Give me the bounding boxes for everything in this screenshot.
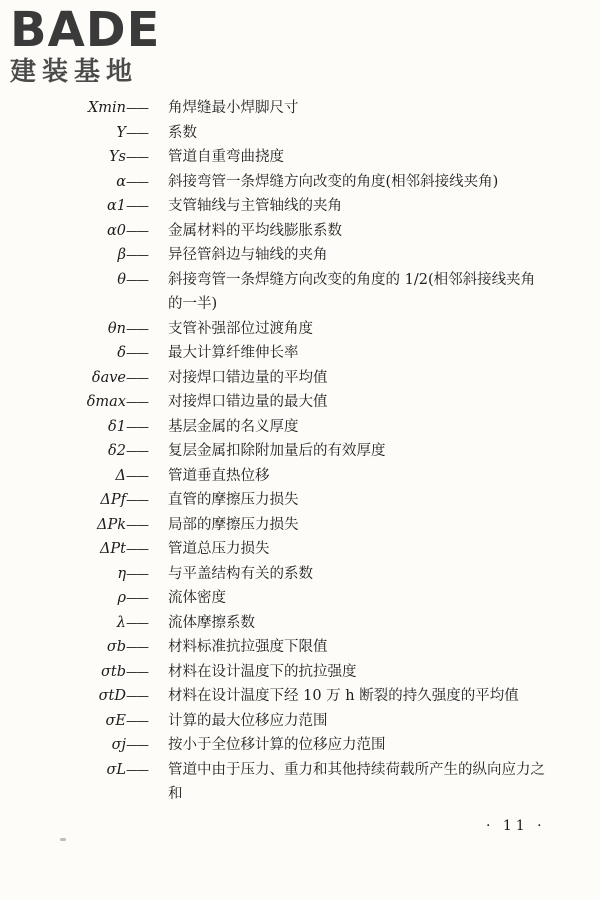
separator-dash: —— [126, 321, 148, 336]
symbol-definition: 对接焊口错边量的最大值 [168, 394, 328, 410]
symbol-entry [0, 537, 600, 562]
separator-dash: —— [126, 738, 148, 752]
separator-dash: —— [126, 493, 148, 507]
symbol-entry [0, 366, 600, 391]
symbol: σb [106, 639, 126, 655]
symbol-entry [0, 733, 600, 758]
symbol-entry [0, 121, 600, 146]
separator-dash: —— [126, 125, 148, 140]
symbol-definition: 与平盖结构有关的系数 [168, 565, 313, 582]
symbol-definition: 流体摩擦系数 [168, 614, 255, 631]
symbol-entry [0, 268, 600, 317]
symbol-entry [0, 194, 600, 219]
separator-dash: —— [126, 689, 148, 703]
symbol: σtD [98, 688, 126, 704]
symbol-definition: 计算的最大位移应力范围 [168, 712, 328, 729]
symbol: Y [116, 124, 126, 141]
symbol-definition: 直管的摩擦压力损失 [168, 492, 299, 508]
separator-dash: —— [126, 591, 148, 605]
symbol-entry [0, 586, 600, 611]
symbol: ρ [117, 590, 126, 606]
symbol: β [117, 247, 126, 263]
symbol-entry [0, 635, 600, 660]
symbol-entry [0, 390, 600, 415]
symbol-definition: 支管补强部位过渡角度 [168, 320, 313, 337]
symbol-entry [0, 170, 600, 195]
symbol-entry [0, 488, 600, 513]
symbol-entry [0, 513, 600, 538]
symbol-definition: 角焊缝最小焊脚尺寸 [168, 100, 299, 116]
symbol: σj [111, 737, 126, 753]
symbol-entry [0, 709, 600, 734]
symbol-entry [0, 439, 600, 464]
symbol: α1 [106, 198, 126, 214]
symbol-definition: 最大计算纤维伸长率 [168, 345, 299, 361]
symbol-entry [0, 96, 600, 121]
separator-dash: —— [126, 640, 148, 654]
symbol-entry [0, 758, 600, 807]
page-number: · 11 · [486, 818, 546, 834]
separator-dash: —— [126, 444, 148, 458]
separator-dash: —— [126, 395, 148, 409]
symbol: θn [107, 320, 126, 337]
symbol: Δ [115, 467, 126, 484]
separator-dash: —— [126, 615, 148, 630]
symbol-definition: 基层金属的名义厚度 [168, 418, 299, 435]
symbol: δ1 [108, 418, 126, 435]
symbol-entry [0, 415, 600, 440]
symbol: θ [117, 271, 126, 288]
symbol-definition: 斜接弯管一条焊缝方向改变的角度(相邻斜接线夹角) [168, 173, 499, 190]
separator-dash: —— [126, 542, 148, 556]
symbol-definition: 管道垂直热位移 [168, 467, 270, 484]
symbol-entry [0, 341, 600, 366]
symbol-list [0, 96, 600, 807]
symbol-entry [0, 562, 600, 587]
symbol-entry [0, 317, 600, 342]
separator-dash: —— [126, 272, 148, 287]
symbol: λ [116, 614, 126, 631]
symbol-definition: 管道自重弯曲挠度 [168, 149, 284, 165]
symbol-definition: 金属材料的平均线膨胀系数 [168, 222, 342, 239]
symbol-entry [0, 611, 600, 636]
symbol-definition: 材料标准抗拉强度下限值 [168, 639, 328, 655]
separator-dash: —— [126, 713, 148, 728]
separator-dash: —— [126, 223, 148, 238]
symbol-definition: 局部的摩擦压力损失 [168, 516, 299, 533]
symbol-definition: 对接焊口错边量的平均值 [168, 369, 328, 386]
symbol: α [116, 173, 126, 190]
symbol-definition: 材料在设计温度下的抗拉强度 [168, 663, 357, 680]
symbol: δmax [86, 394, 126, 410]
symbol: ΔPk [96, 516, 126, 533]
logo-wordmark: BADE [10, 2, 161, 58]
separator-dash: —— [126, 346, 148, 360]
separator-dash: —— [126, 419, 148, 434]
symbol-definition: 管道总压力损失 [168, 541, 270, 557]
symbol-entry [0, 243, 600, 268]
symbol: σtb [100, 663, 126, 680]
symbol: Xmin [87, 100, 126, 116]
symbol-definition: 斜接弯管一条焊缝方向改变的角度的 1/2(相邻斜接线夹角的一半) [168, 271, 536, 312]
symbol-entry [0, 464, 600, 489]
separator-dash: —— [126, 370, 148, 385]
symbol: σL [106, 761, 126, 778]
logo-subtitle: 建装基地 [10, 57, 139, 87]
symbol-entry [0, 145, 600, 170]
scan-smudge [60, 838, 66, 841]
symbol-definition: 支管轴线与主管轴线的夹角 [168, 198, 342, 214]
separator-dash: —— [126, 468, 148, 483]
separator-dash: —— [126, 566, 148, 581]
symbol-entry [0, 219, 600, 244]
symbol: ΔPt [99, 541, 126, 557]
separator-dash: —— [126, 101, 148, 115]
symbol: ΔPf [100, 492, 126, 508]
symbol: σE [105, 712, 126, 729]
separator-dash: —— [126, 248, 148, 262]
separator-dash: —— [126, 517, 148, 532]
separator-dash: —— [126, 664, 148, 679]
symbol-definition: 系数 [168, 124, 197, 141]
symbol: η [117, 565, 126, 582]
symbol: δ [117, 345, 126, 361]
symbol-entry [0, 684, 600, 709]
symbol-entry [0, 660, 600, 685]
symbol: δave [91, 369, 126, 386]
symbol-definition: 管道中由于压力、重力和其他持续荷载所产生的纵向应力之和 [168, 761, 545, 802]
symbol-definition: 按小于全位移计算的位移应力范围 [168, 737, 386, 753]
symbol-definition: 异径管斜边与轴线的夹角 [168, 247, 328, 263]
separator-dash: —— [126, 174, 148, 189]
separator-dash: —— [126, 762, 148, 777]
symbol-definition: 流体密度 [168, 590, 226, 606]
symbol-definition: 复层金属扣除附加量后的有效厚度 [168, 443, 386, 459]
symbol-definition: 材料在设计温度下经 10 万 h 断裂的持久强度的平均值 [168, 688, 519, 704]
separator-dash: —— [126, 150, 148, 164]
separator-dash: —— [126, 199, 148, 213]
symbol: δ2 [108, 443, 126, 459]
symbol: α0 [106, 222, 126, 239]
symbol: Ys [108, 149, 126, 165]
logo [10, 4, 180, 90]
